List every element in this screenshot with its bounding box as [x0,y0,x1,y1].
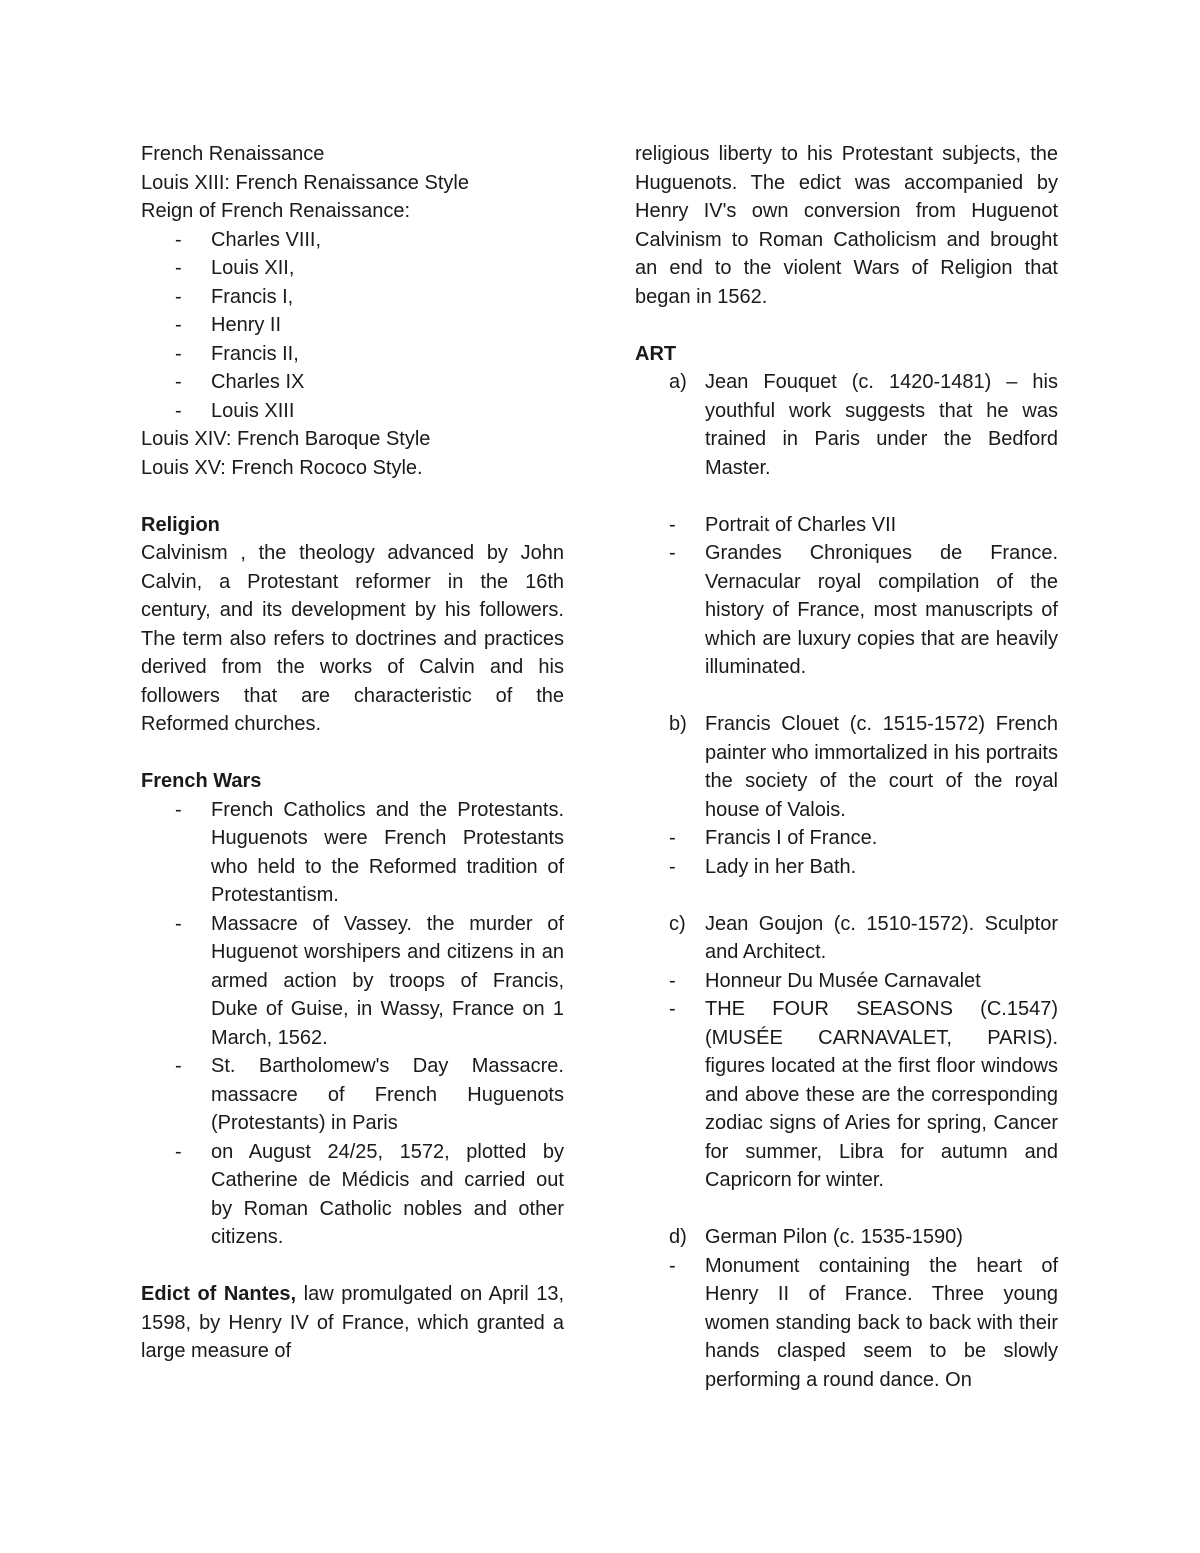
religion-heading: Religion [141,513,220,536]
right-column [635,140,1058,1394]
art-heading: ART [635,342,677,365]
list-item: - Massacre of Vassey. the murder of Huguenot worshipers and citizens in an armed action by troops of Francis, Duke of Guise, in Wassy, France on 1 March, 1562. [175,912,564,1049]
list-item: - Louis XIII [175,399,295,422]
louis-xiii-line: Louis XIII: French Renaissance Style [141,171,469,194]
doc-title: French Renaissance [141,143,325,165]
list-item: - Francis I, [175,285,294,308]
edict-term: Edict of Nantes, [141,1283,297,1305]
edict-paragraph: Edict of Nantes, law promulgated on April 13, 1598, by Henry IV of France, which granted a large measure of [141,1283,564,1362]
artist-entry-b: b) Francis Clouet (c. 1515-1572) French painter who immortalized in his portraits the society of the court of the royal house of Valois. [669,713,1058,821]
artist-entry-c: c) Jean Goujon (c. 1510-1572). Sculptor and Architect. [669,912,1058,963]
list-item: - on August 24/25, 1572, plotted by Catherine de Médicis and carried out by Roman Catholic nobles and other citizens. [175,1140,564,1248]
list-item: - Charles IX [175,371,305,393]
list-item: - Francis II, [175,342,299,365]
artist-d-works [635,1252,1058,1395]
religion-paragraph: Calvinism , the theology advanced by John Calvin, a Protestant reformer in the 16th century, and its development by his followers. The term also refers to doctrines and practices derived from the works of Calvin and his followers that are characteristic of the Reformed churches. [141,542,564,735]
artist-b-works [635,824,1058,881]
louis-xiv-line: Louis XIV: French Baroque Style [141,428,431,450]
artist-entry-a: a) Jean Fouquet (c. 1420-1481) – his youthful work suggests that he was trained in Paris under the Bedford Master. [669,371,1058,479]
list-item: - French Catholics and the Protestants. Huguenots were French Protestants who held to the Reformed tradition of Protestantism. [175,798,564,906]
left-column [141,140,564,1366]
list-item: - Charles VIII, [175,228,322,251]
list-item: - Francis I of France. [669,827,878,849]
list-item: - THE FOUR SEASONS (C.1547) (MUSÉE CARNAVALET, PARIS). figures located at the first floor windows and above these are the corresponding zodiac signs of Aries for spring, Cancer for summer, Libra for autumn and Capricorn for winter. [669,998,1058,1191]
louis-xv-line: Louis XV: French Rococo Style. [141,456,423,479]
list-item: - Grandes Chroniques de France. Vernacular royal compilation of the history of France, most manuscripts of which are luxury copies that are heavily illuminated. [669,542,1058,678]
artist-c-works [635,967,1058,1195]
wars-list [141,796,564,1252]
reign-list [141,226,564,426]
wars-heading: French Wars [141,770,262,792]
artist-entry-d: d) German Pilon (c. 1535-1590) [669,1226,963,1248]
reign-label: Reign of French Renaissance: [141,200,411,222]
list-item: - Lady in her Bath. [669,855,857,878]
artist-a-works [635,511,1058,682]
list-item: - St. Bartholomew's Day Massacre. massacre of French Huguenots (Protestants) in Paris [175,1055,564,1134]
list-item: - Honneur Du Musée Carnavalet [669,969,981,992]
list-item: - Henry II [175,314,282,336]
list-item: - Portrait of Charles VII [669,513,897,536]
edict-continued: religious liberty to his Protestant subjects, the Huguenots. The edict was accompanied by Henry IV's own conversion from Huguenot Calvinism to Roman Catholicism and brought an end to the violent Wars of Religion that began in 1562. [635,143,1058,308]
list-item: - Louis XII, [175,257,295,279]
list-item: - Monument containing the heart of Henry II of France. Three young women standing back to back with their hands clasped seem to be slowly performing a round dance. On [669,1254,1058,1391]
